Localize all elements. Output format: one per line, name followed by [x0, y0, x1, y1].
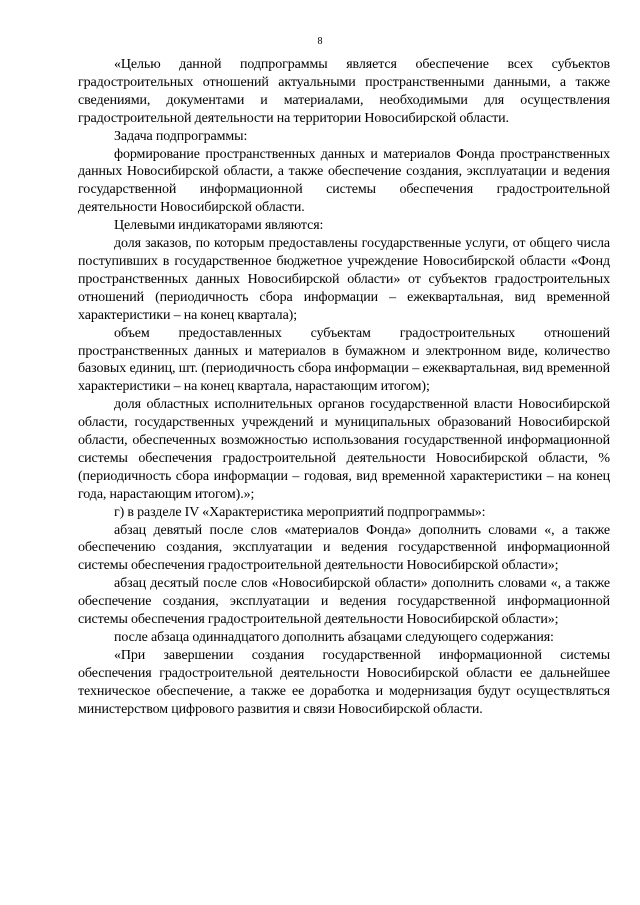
paragraph-goal: «Целью данной подпрограммы является обеспечение всех субъектов градостроительных отношений актуальными пространственными данными, а также сведениями, документами и материалами, необходимыми для осуществления градостроительной деятельности на территории Новосибирской области.	[78, 57, 610, 126]
paragraph-ninth-amendment: абзац девятый после слов «материалов Фонда» дополнить словами «, а также обеспечению создания, эксплуатации и ведения государственной информационной системы обеспечения градостроительной деятельности Новосибирской области»;	[78, 522, 610, 574]
paragraph-indicators-heading: Целевыми индикаторами являются:	[114, 218, 324, 234]
page-number: 8	[317, 36, 323, 47]
paragraph-new-text: «При завершении создания государственной информационной системы обеспечения градостроительной деятельности Новосибирской области ее дальнейшее техническое обеспечение, а также ее доработка и модернизация будут осуществляться министерством цифрового развития и связи Новосибирской области.	[78, 647, 610, 717]
document-body	[78, 56, 610, 719]
paragraph-indicator-share: доля областных исполнительных органов государственной власти Новосибирской области, государственных учреждений и муниципальных образований Новосибирской области, обеспеченных возможностью использования государственной информационной системы обеспечения градостроительной деятельности Новосибирской области, % (периодичность сбора информации – годовая, вид временной характеристики – на конец года, нарастающим итогом).»;	[78, 397, 610, 502]
paragraph-task-heading: Задача подпрограммы:	[114, 128, 248, 144]
paragraph-section-iv: г) в разделе IV «Характеристика мероприятий подпрограммы»:	[114, 504, 486, 520]
paragraph-eleventh-addition: после абзаца одиннадцатого дополнить абзацами следующего содержания:	[114, 630, 554, 645]
paragraph-tenth-amendment: абзац десятый после слов «Новосибирской области» дополнить словами «, а также обеспечение создания, эксплуатации и ведения государственной информационной системы обеспечения градостроительной деятельности Новосибирской области»;	[78, 576, 610, 628]
paragraph-indicator-volume: объем предоставленных субъектам градостроительных отношений пространственных данных и материалов в бумажном и электронном виде, количество базовых единиц, шт. (периодичность сбора информации – ежеквартальная, вид временной характеристики – на конец квартала, нарастающим итогом);	[78, 325, 610, 395]
paragraph-task: формирование пространственных данных и материалов Фонда пространственных данных Новосибирской области, а также обеспечение создания, эксплуатации и ведения государственной информационной системы обеспечения градостроительной деятельности Новосибирской области.	[78, 146, 610, 216]
paragraph-indicator-orders: доля заказов, по которым предоставлены государственные услуги, от общего числа поступивших в государственное бюджетное учреждение Новосибирской области «Фонд пространственных данных Новосибирской области» от субъектов градостроительных отношений (периодичность сбора информации – ежеквартальная, вид временной характеристики – на конец квартала);	[78, 236, 610, 323]
